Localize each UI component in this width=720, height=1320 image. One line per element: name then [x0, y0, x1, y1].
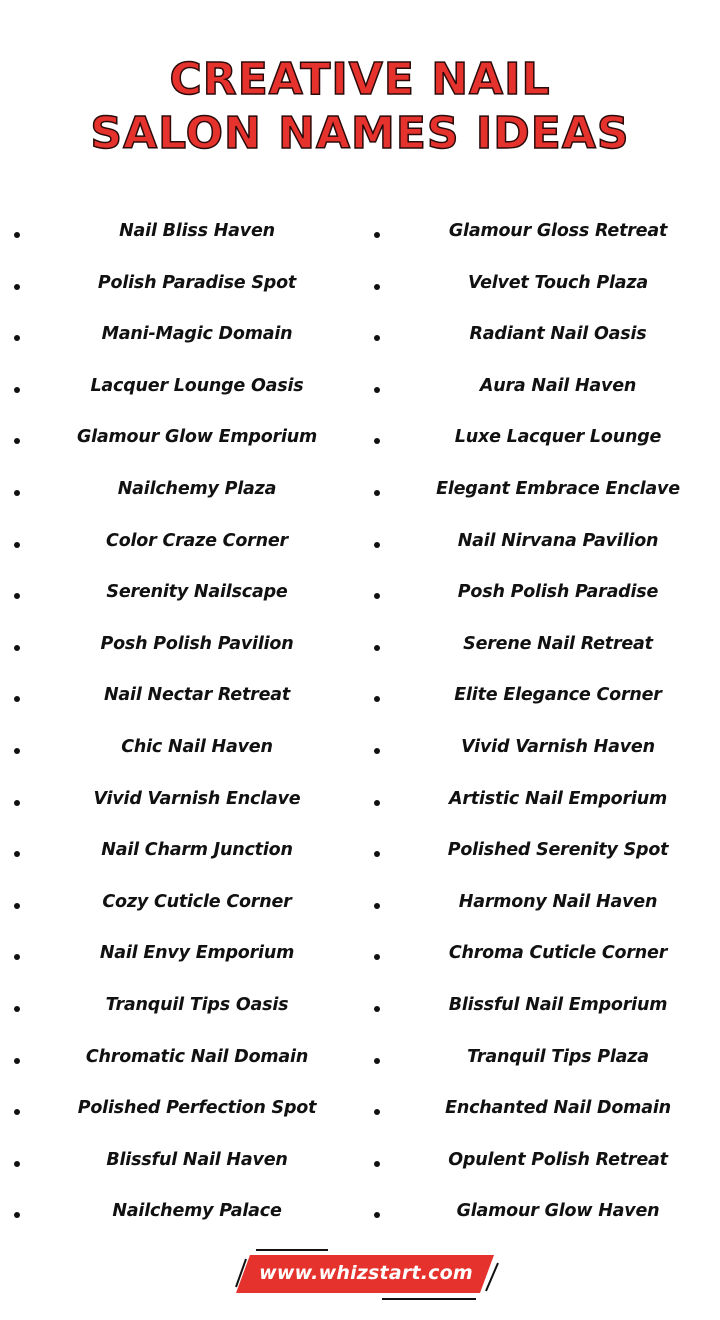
bullet-icon	[374, 1006, 380, 1012]
right-list-item	[360, 1190, 720, 1242]
salon-name: Polish Paradise Spot	[97, 272, 297, 293]
right-list-item	[360, 520, 720, 572]
salon-name: Chic Nail Haven	[121, 736, 273, 757]
right-list-item	[360, 1087, 720, 1139]
salon-name: Blissful Nail Haven	[106, 1149, 288, 1170]
salon-name: Radiant Nail Oasis	[469, 324, 647, 345]
bullet-icon	[374, 232, 380, 238]
right-list-item	[360, 932, 720, 984]
bullet-icon	[14, 1212, 20, 1218]
salon-name: Elegant Embrace Enclave	[436, 478, 680, 499]
salon-name: Chromatic Nail Domain	[85, 1046, 309, 1067]
salon-name: Enchanted Nail Domain	[445, 1098, 671, 1119]
salon-name: Glamour Glow Emporium	[76, 427, 318, 448]
salon-name: Mani-Magic Domain	[101, 324, 293, 345]
salon-name: Vivid Varnish Enclave	[93, 788, 301, 809]
salon-name: Glamour Glow Haven	[456, 1201, 660, 1222]
bullet-icon	[14, 232, 20, 238]
salon-name: Nail Charm Junction	[101, 840, 293, 861]
bullet-icon	[14, 284, 20, 290]
left-list-item	[0, 210, 360, 262]
bullet-icon	[14, 387, 20, 393]
right-list-item	[360, 674, 720, 726]
left-list-item	[0, 932, 360, 984]
left-list-item	[0, 365, 360, 417]
title-line-1: CREATIVE NAIL	[169, 54, 551, 105]
salon-name: Vivid Varnish Haven	[461, 736, 655, 757]
bullet-icon	[374, 1058, 380, 1064]
salon-name: Nail Nectar Retreat	[103, 685, 291, 706]
right-list-item	[360, 623, 720, 675]
salon-name: Cozy Cuticle Corner	[102, 891, 292, 912]
salon-name: Posh Polish Paradise	[457, 582, 659, 603]
left-list-item	[0, 881, 360, 933]
salon-name: Polished Serenity Spot	[447, 840, 669, 861]
bullet-icon	[374, 335, 380, 341]
salon-name: Serene Nail Retreat	[463, 633, 653, 654]
title-line-2: SALON NAMES IDEAS	[90, 108, 630, 159]
bullet-icon	[14, 438, 20, 444]
right-list-item	[360, 416, 720, 468]
bullet-icon	[374, 542, 380, 548]
left-name-list	[0, 210, 360, 1242]
left-list-item	[0, 468, 360, 520]
salon-name: Velvet Touch Plaza	[468, 272, 648, 293]
bullet-icon	[14, 645, 20, 651]
left-list-item	[0, 1139, 360, 1191]
right-list-item	[360, 313, 720, 365]
bullet-icon	[14, 696, 20, 702]
right-list-item	[360, 210, 720, 262]
salon-name: Blissful Nail Emporium	[448, 994, 668, 1015]
left-list-item	[0, 778, 360, 830]
salon-name: Color Craze Corner	[106, 530, 288, 551]
right-list-item	[360, 778, 720, 830]
bullet-icon	[14, 490, 20, 496]
bullet-icon	[374, 387, 380, 393]
salon-name: Polished Perfection Spot	[77, 1098, 317, 1119]
salon-name: Serenity Nailscape	[106, 582, 288, 603]
right-list-item	[360, 262, 720, 314]
salon-name: Nail Nirvana Pavilion	[457, 530, 659, 551]
salon-name: Opulent Polish Retreat	[448, 1149, 668, 1170]
left-list-item	[0, 1190, 360, 1242]
right-list-item	[360, 365, 720, 417]
bullet-icon	[374, 284, 380, 290]
salon-name: Elite Elegance Corner	[454, 685, 662, 706]
left-list-item	[0, 313, 360, 365]
salon-name: Posh Polish Pavilion	[100, 633, 294, 654]
bullet-icon	[14, 1006, 20, 1012]
salon-name: Nail Bliss Haven	[119, 221, 275, 241]
salon-name: Tranquil Tips Oasis	[105, 994, 289, 1015]
salon-name: Lacquer Lounge Oasis	[90, 375, 304, 396]
bullet-icon	[374, 954, 380, 960]
salon-name: Nailchemy Plaza	[117, 478, 277, 499]
bullet-icon	[14, 335, 20, 341]
left-list-item	[0, 1087, 360, 1139]
bullet-icon	[14, 1161, 20, 1167]
bullet-icon	[374, 748, 380, 754]
left-list-item	[0, 1036, 360, 1088]
right-list-item	[360, 1139, 720, 1191]
bullet-icon	[14, 542, 20, 548]
bullet-icon	[374, 593, 380, 599]
left-list-item	[0, 520, 360, 572]
left-list-item	[0, 829, 360, 881]
right-list-item	[360, 829, 720, 881]
salon-name: Luxe Lacquer Lounge	[454, 427, 662, 448]
right-list-item	[360, 468, 720, 520]
left-list-item	[0, 984, 360, 1036]
bullet-icon	[374, 490, 380, 496]
salon-name: Artistic Nail Emporium	[449, 788, 667, 809]
left-list-item	[0, 262, 360, 314]
bullet-icon	[374, 903, 380, 909]
bullet-icon	[374, 696, 380, 702]
salon-name: Harmony Nail Haven	[458, 891, 658, 912]
salon-name: Nailchemy Palace	[112, 1201, 282, 1222]
bullet-icon	[14, 748, 20, 754]
bullet-icon	[374, 1161, 380, 1167]
right-list-item	[360, 726, 720, 778]
bullet-icon	[374, 1109, 380, 1115]
bullet-icon	[14, 800, 20, 806]
left-list-item	[0, 623, 360, 675]
salon-name: Glamour Gloss Retreat	[448, 221, 668, 241]
bullet-icon	[14, 1109, 20, 1115]
left-list-item	[0, 726, 360, 778]
salon-name: Aura Nail Haven	[479, 375, 637, 396]
bullet-icon	[14, 851, 20, 857]
bullet-icon	[374, 800, 380, 806]
bullet-icon	[14, 954, 20, 960]
right-name-list	[360, 210, 720, 1242]
salon-name: Chroma Cuticle Corner	[448, 943, 668, 964]
left-list-item	[0, 416, 360, 468]
left-list-item	[0, 674, 360, 726]
bullet-icon	[14, 593, 20, 599]
website-banner[interactable]	[232, 1247, 500, 1303]
bullet-icon	[14, 903, 20, 909]
right-list-item	[360, 984, 720, 1036]
right-list-item	[360, 1036, 720, 1088]
salon-name: Tranquil Tips Plaza	[467, 1046, 649, 1067]
bullet-icon	[374, 438, 380, 444]
left-list-item	[0, 571, 360, 623]
website-url[interactable]: www.whizstart.com	[259, 1262, 473, 1284]
bullet-icon	[374, 645, 380, 651]
right-list-item	[360, 571, 720, 623]
salon-name: Nail Envy Emporium	[99, 943, 295, 964]
bullet-icon	[374, 851, 380, 857]
right-list-item	[360, 881, 720, 933]
bullet-icon	[374, 1212, 380, 1218]
bullet-icon	[14, 1058, 20, 1064]
